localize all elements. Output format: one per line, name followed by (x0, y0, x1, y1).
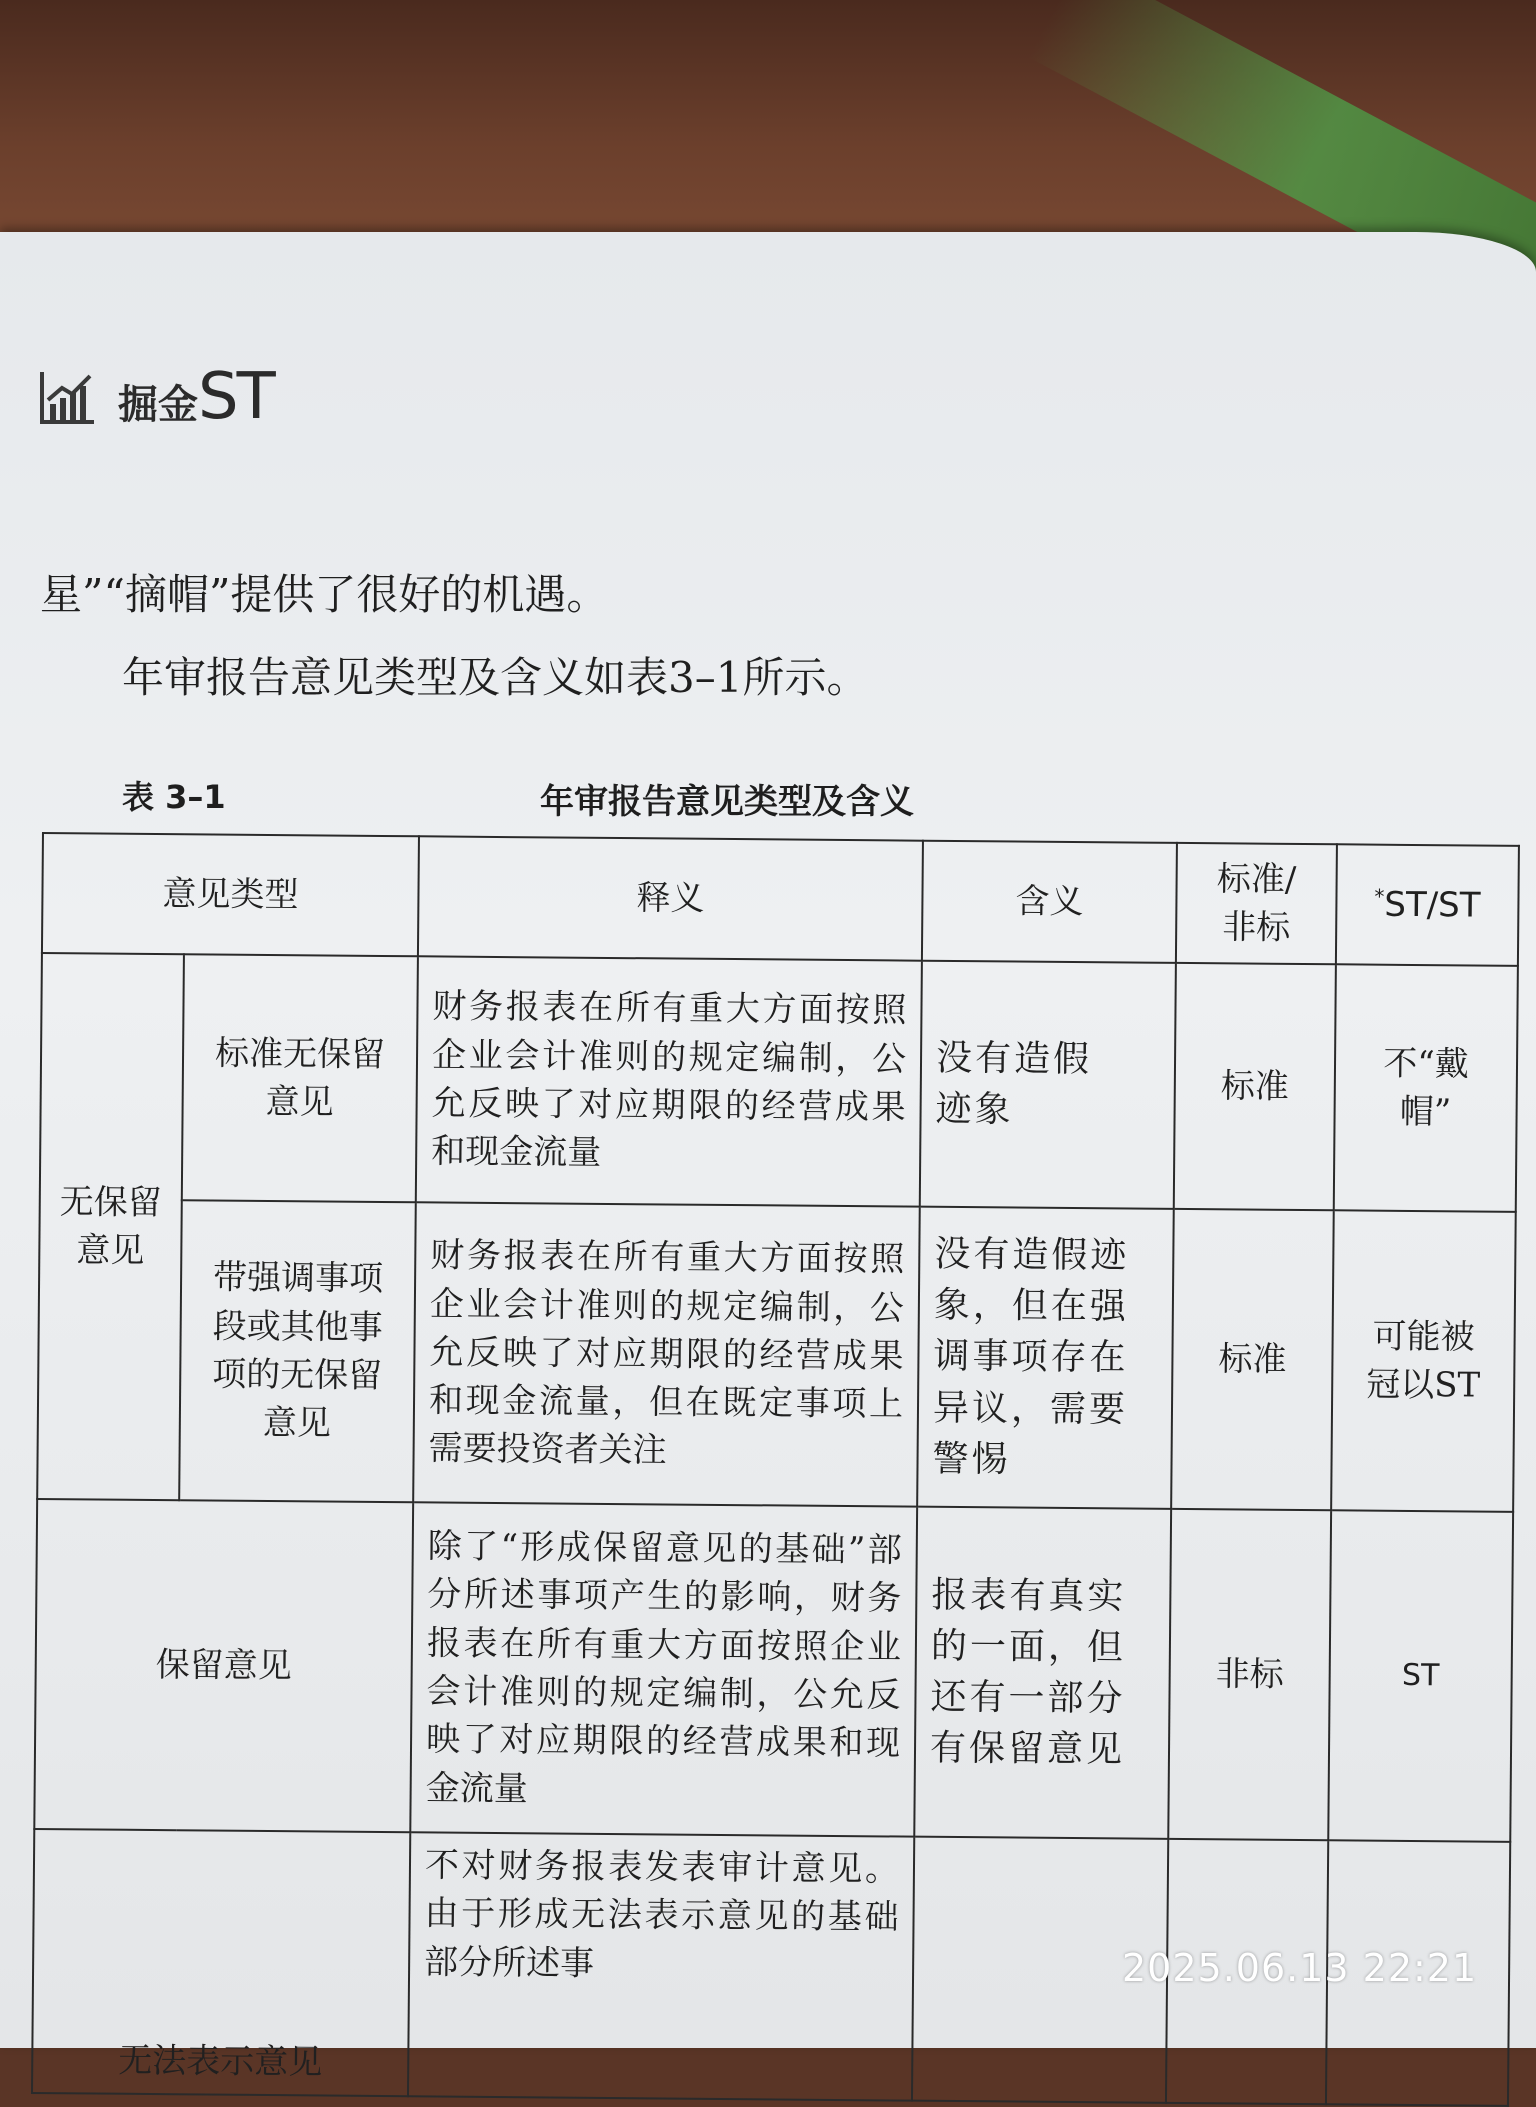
group-unqualified: 无保留 意见 (37, 953, 184, 1500)
table-row (37, 1199, 1516, 1512)
book-title-latin: ST (198, 360, 274, 434)
header-type: 意见类型 (42, 833, 419, 956)
table-caption-number: 表 3–1 (122, 778, 226, 816)
subtype-emphasis-unqualified: 带强调事项 段或其他事 项的无保留 意见 (179, 1200, 416, 1502)
standard-cell: 标准 (1171, 1209, 1334, 1510)
header-st-prefix: * (1374, 884, 1385, 909)
st-cell: 不“戴 帽” (1334, 964, 1518, 1212)
table-row (40, 953, 1518, 1212)
standard-cell: 标准 (1174, 963, 1336, 1210)
header-st-text: ST/ST (1384, 884, 1481, 926)
type-disclaimer: 无法表示意见 (32, 1829, 410, 2096)
explanation-cell: 财务报表在所有重大方面按照企业会计准则的规定编制，公允反映了对应期限的经营成果和现金流量 (416, 956, 922, 1206)
photo-timestamp: 2025.06.13 22:21 (1122, 1946, 1478, 1990)
explanation-cell: 除了“形成保留意见的基础”部分所述事项产生的影响，财务报表在所有重大方面按照企业会计准则的规定编制，公允反映了对应期限的经营成果和现金流量 (410, 1502, 917, 1836)
table-header-row (42, 833, 1519, 966)
explanation-cell: 财务报表在所有重大方面按照企业会计准则的规定编制，公允反映了对应期限的经营成果和现金流量，但在既定事项上需要投资者关注 (413, 1202, 920, 1506)
book-title (118, 360, 274, 434)
meaning-cell: 没有造假 迹象 (920, 961, 1176, 1209)
book-title-cn: 掘金 (118, 382, 198, 428)
header-meaning: 含义 (922, 841, 1177, 963)
chart-bars-icon (38, 368, 96, 426)
running-header (38, 362, 274, 432)
body-text-line-1: 星”“摘帽”提供了很好的机遇。 (40, 570, 609, 619)
standard-cell: 非标 (1168, 1509, 1331, 1840)
subtype-standard-unqualified: 标准无保留 意见 (182, 954, 418, 1202)
st-cell: 可能被 冠以ST (1331, 1210, 1516, 1512)
opinion-types-table (31, 832, 1520, 2107)
st-cell: ST (1328, 1510, 1513, 1842)
header-standard: 标准/ 非标 (1176, 843, 1337, 964)
header-explanation: 释义 (418, 836, 923, 960)
table-caption-title: 年审报告意见类型及含义 (540, 782, 914, 822)
header-st (1336, 844, 1519, 966)
table-row (34, 1499, 1513, 1842)
meaning-cell: 报表有真实的一面，但还有一部分有保留意见 (914, 1507, 1171, 1839)
type-qualified: 保留意见 (34, 1499, 413, 1832)
meaning-cell: 没有造假迹象，但在强调事项存在异议，需要警惕 (917, 1207, 1174, 1509)
body-text-line-2: 年审报告意见类型及含义如表3–1所示。 (122, 653, 869, 702)
explanation-cell: 不对财务报表发表审计意见。由于形成无法表示意见的基础部分所述事 (408, 1832, 914, 2100)
